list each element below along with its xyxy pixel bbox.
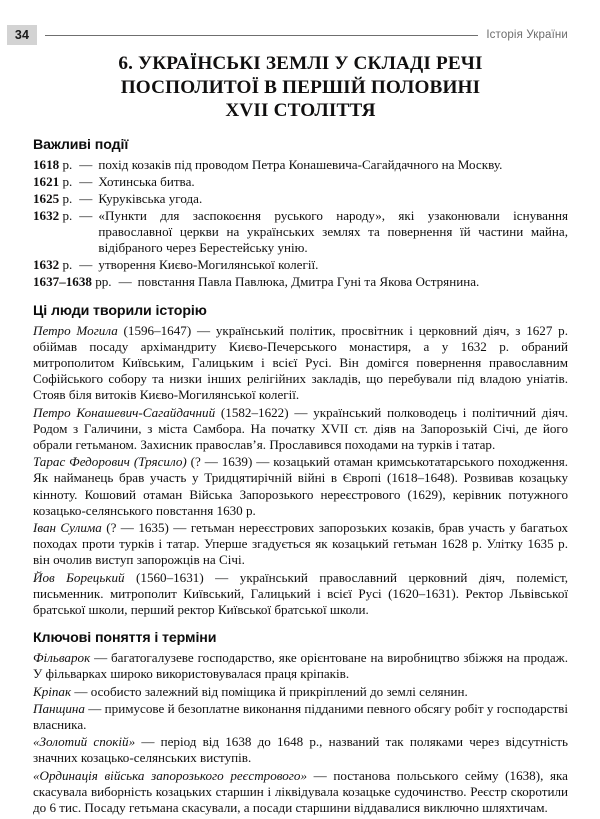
event-year: 1632 bbox=[33, 208, 60, 224]
event-text: Куруківська угода. bbox=[98, 190, 203, 206]
event-item bbox=[33, 208, 568, 256]
term-definition: — постанова польського сейму (1638), яка скасувала виборність козацьких старшин і ліквідувала козацьке судочинство. Реєстр скоротили до 6 тис. Посаду гетьмана скасували, а посади старшини віддавалися виключно шляхтичам. bbox=[33, 767, 568, 816]
term-definition: — період від 1638 до 1648 р., названий так поляками через відсутність значних козацько-селянських виступів. bbox=[33, 734, 568, 766]
term-name: «Ординація війська запорозького реєстрового» bbox=[33, 767, 308, 783]
event-dash: — bbox=[79, 190, 93, 206]
term-definition: — багатогалузеве господарство, яке орієнтоване на виробництво збіжжя на продаж. У фільварках широко використовувалася праця кріпаків. bbox=[33, 650, 568, 682]
person-entry bbox=[33, 520, 568, 569]
event-item bbox=[33, 274, 568, 290]
event-date bbox=[33, 208, 72, 224]
event-year-suffix: р. bbox=[62, 190, 73, 206]
person-description: (1582–1622) — український полководець і політичний діяч. Родом з Галичини, з міста Самбора. На початку XVII ст. діяв на Запорозькій Січі, де його обрали гетьманом. Захисник православ’я. Прославився походами на турків і татар. bbox=[33, 404, 568, 452]
term-entry bbox=[33, 701, 568, 733]
person-name: Петро Конашевич-Сагайдачний bbox=[33, 404, 216, 420]
event-year: 1632 bbox=[33, 257, 60, 273]
term-definition: — особисто залежний від поміщика й прикріплений до землі селянин. bbox=[71, 683, 468, 699]
event-year-suffix: р. bbox=[62, 156, 73, 172]
person-entry bbox=[33, 405, 568, 454]
person-description: (? — 1635) — гетьман нереєстрових запорозьких козаків, брав участь у багатьох походах проти турків і татар. Уперше згадується як козацький гетьман 1628 р. Улітку 1635 р. він очолив виступ запорожців на Січі. bbox=[33, 519, 569, 568]
event-year: 1621 bbox=[33, 173, 60, 189]
event-year-suffix: р. bbox=[62, 257, 73, 273]
event-dash: — bbox=[79, 208, 93, 224]
event-year: 1637–1638 bbox=[33, 274, 92, 290]
event-date bbox=[33, 257, 72, 273]
person-description: (1560–1631) — український православний церковний діяч, полеміст, письменник. митрополит Київський, Галицький і всієї Русі (1620–1631). Ректор Львівської братської школи, перший ректор Київської братської школи. bbox=[33, 569, 568, 617]
event-text: похід козаків під проводом Петра Конашевича-Сагайдачного на Москву. bbox=[98, 156, 503, 172]
term-name: Фільварок bbox=[33, 650, 91, 666]
book-title: Історія України bbox=[486, 29, 568, 41]
event-year: 1625 bbox=[33, 190, 60, 206]
person-entry bbox=[33, 570, 568, 619]
event-text: утворення Києво-Могилянської колегії. bbox=[98, 257, 319, 273]
term-name: Панщина bbox=[33, 700, 85, 716]
event-dash: — bbox=[118, 274, 132, 290]
term-entry bbox=[33, 650, 568, 682]
event-year-suffix: р. bbox=[62, 173, 73, 189]
event-year-suffix: рр. bbox=[95, 274, 112, 290]
term-definition: — примусове й безоплатне виконання підданими певного обсягу робіт у господарстві власника. bbox=[33, 700, 568, 732]
person-name: Тарас Федорович (Трясило) bbox=[33, 454, 187, 470]
running-header bbox=[0, 24, 600, 46]
section-heading-events: Важливі події bbox=[33, 136, 129, 153]
event-item bbox=[33, 191, 568, 207]
term-name: Кріпак bbox=[33, 683, 72, 699]
page-title-line-2: ПОСПОЛИТОЇ В ПЕРШІЙ ПОЛОВИНІ bbox=[120, 76, 481, 98]
events-list bbox=[33, 157, 568, 291]
page-title-line-3: XVII СТОЛІТТЯ bbox=[225, 100, 376, 122]
page-number: 34 bbox=[14, 28, 30, 42]
person-name: Іван Сулима bbox=[33, 519, 102, 535]
person-description: (1596–1647) — український політик, просвітник і церковний діяч, з 1627 р. обіймав посаду архімандриту Києво-Печерського монастиря, а у 1632 р. обраний митрополитом Київським, Галицьким і всієї Русі. Він домігся повернення православним Софійського собору та низки інших релігійних закладів, що перебували під владою уніатів. Стояв біля витоків Києво-Могилянської колегії. bbox=[33, 322, 568, 403]
event-text: Хотинська битва. bbox=[98, 173, 195, 189]
event-date bbox=[33, 157, 72, 173]
event-item bbox=[33, 257, 568, 273]
event-year-suffix: р. bbox=[62, 208, 73, 224]
section-heading-people: Ці люди творили історію bbox=[33, 302, 207, 319]
person-description: (? — 1639) — козацький отаман кримськотатарського походження. Як найманець брав участь у Тридцятирічній війні в Європі (1618–1648). Розвивав козацьку кінноту. Кошовий отаман Війська Запорозького нереєстрового (1629), керівник потужного козацько-селянського повстання 1630 р. bbox=[33, 454, 568, 518]
term-entry bbox=[33, 768, 568, 817]
event-dash: — bbox=[79, 257, 93, 273]
event-dash: — bbox=[79, 156, 93, 172]
event-item bbox=[33, 157, 568, 173]
event-item bbox=[33, 174, 568, 190]
page-number-badge bbox=[7, 25, 37, 45]
event-text: повстання Павла Павлюка, Дмитра Гуні та Якова Острянина. bbox=[137, 274, 480, 290]
term-name: «Золотий спокій» bbox=[33, 734, 136, 750]
page-content bbox=[33, 52, 568, 817]
term-entry bbox=[33, 684, 568, 700]
person-entry bbox=[33, 323, 568, 404]
event-date bbox=[33, 174, 72, 190]
term-entry bbox=[33, 734, 568, 766]
person-name: Петро Могила bbox=[33, 322, 118, 338]
event-date bbox=[33, 191, 72, 207]
page-title-line-1: 6. УКРАЇНСЬКІ ЗЕМЛІ У СКЛАДІ РЕЧІ bbox=[118, 53, 483, 74]
person-name: Йов Борецький bbox=[33, 569, 125, 585]
header-rule bbox=[45, 35, 478, 36]
section-heading-terms: Ключові поняття і терміни bbox=[33, 630, 217, 647]
page-title bbox=[33, 52, 568, 123]
event-text: «Пункти для заспокоєння руського народу», які узаконювали існування православної церкви на українських землях та повернення їй частини майна, відібраного через Берестейську унію. bbox=[98, 208, 568, 256]
event-year: 1618 bbox=[33, 156, 60, 172]
person-entry bbox=[33, 454, 568, 519]
event-date bbox=[33, 274, 112, 290]
event-dash: — bbox=[79, 173, 93, 189]
